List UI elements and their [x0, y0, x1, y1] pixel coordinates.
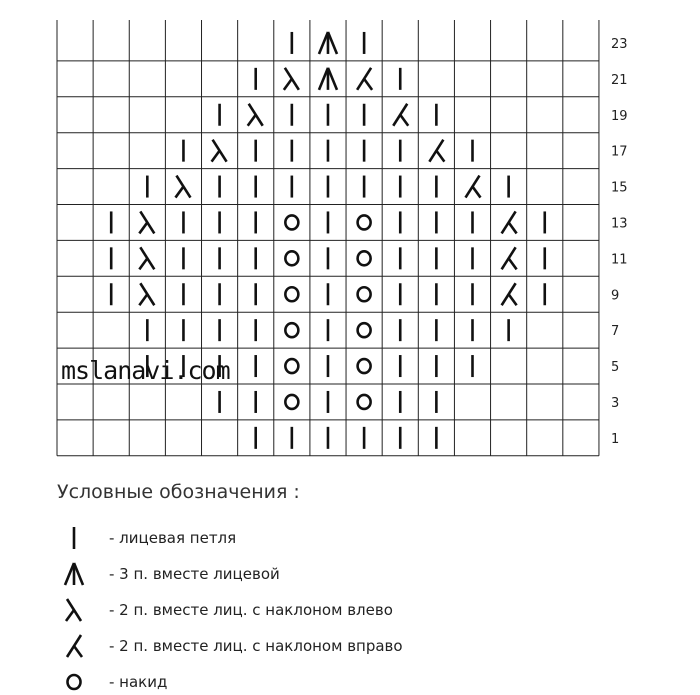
legend-text: - 2 п. вместе лиц. с наклоном вправо — [109, 637, 403, 655]
row-label: 15 — [611, 180, 628, 196]
legend-text: - 3 п. вместе лицевой — [109, 565, 280, 583]
cell-three-together-icon — [319, 68, 337, 90]
row-label: 11 — [611, 252, 628, 268]
row-label: 5 — [611, 360, 620, 376]
cell-left-decrease-icon — [139, 283, 154, 305]
cell-left-decrease-icon — [175, 176, 190, 198]
cell-right-decrease-icon — [502, 283, 517, 305]
cell-right-decrease-icon — [429, 140, 444, 162]
row-label: 21 — [611, 72, 628, 88]
cell-right-decrease-icon — [393, 104, 408, 126]
cell-left-decrease-icon — [284, 68, 299, 90]
cell-yarn-over-icon — [285, 395, 298, 409]
cell-left-decrease-icon — [212, 140, 227, 162]
cell-yarn-over-icon — [285, 287, 298, 301]
cell-yarn-over-icon — [358, 215, 371, 229]
left-decrease-icon — [55, 597, 95, 623]
row-label: 17 — [611, 144, 628, 160]
cell-yarn-over-icon — [358, 251, 371, 265]
row-label: 23 — [611, 36, 628, 52]
cell-left-decrease-icon — [139, 211, 154, 233]
watermark: mslanavi.com — [61, 356, 230, 385]
legend-title: Условные обозначения : — [57, 481, 300, 503]
row-label: 9 — [611, 288, 620, 304]
cell-right-decrease-icon — [357, 68, 372, 90]
cell-right-decrease-icon — [502, 247, 517, 269]
legend-text: - 2 п. вместе лиц. с наклоном влево — [109, 601, 393, 619]
cell-yarn-over-icon — [285, 215, 298, 229]
row-label: 1 — [611, 431, 620, 447]
legend-text: - лицевая петля — [109, 529, 237, 547]
cell-yarn-over-icon — [358, 359, 371, 373]
legend-item-knit — [55, 525, 236, 551]
row-labels — [611, 37, 628, 447]
knit-stitch-icon — [55, 525, 95, 551]
legend-item-left-decrease — [55, 597, 393, 623]
cell-left-decrease-icon — [248, 104, 263, 126]
legend-item-right-decrease — [55, 633, 403, 659]
legend-text: - накид — [109, 673, 168, 691]
cell-left-decrease-icon — [139, 247, 154, 269]
cell-three-together-icon — [319, 32, 337, 54]
cell-yarn-over-icon — [285, 251, 298, 265]
cell-yarn-over-icon — [358, 287, 371, 301]
three-together-icon — [55, 561, 95, 587]
row-label: 13 — [611, 216, 628, 232]
row-label: 19 — [611, 108, 628, 124]
cell-yarn-over-icon — [285, 359, 298, 373]
cell-right-decrease-icon — [502, 211, 517, 233]
cell-yarn-over-icon — [285, 323, 298, 337]
right-decrease-icon — [55, 633, 95, 659]
cell-yarn-over-icon — [358, 323, 371, 337]
row-label: 3 — [611, 395, 620, 411]
legend-item-three-together — [55, 561, 280, 587]
legend-item-yarn-over — [55, 669, 167, 695]
cell-right-decrease-icon — [465, 176, 480, 198]
cell-yarn-over-icon — [358, 395, 371, 409]
yarn-over-icon — [55, 669, 95, 695]
row-label: 7 — [611, 324, 620, 340]
